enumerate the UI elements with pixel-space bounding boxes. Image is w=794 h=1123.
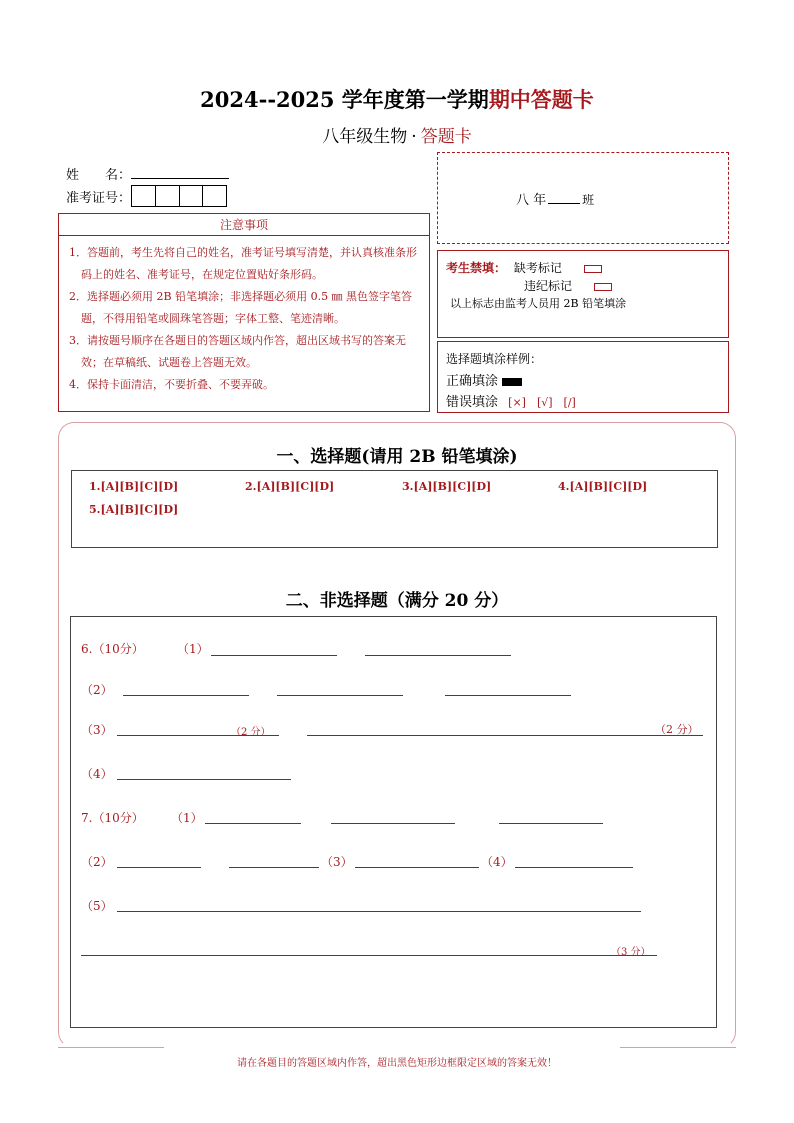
fill-correct-label: 正确填涂 bbox=[446, 374, 499, 389]
subtitle-main: 八年级生物 bbox=[322, 127, 408, 147]
answer-line[interactable] bbox=[445, 695, 571, 696]
section2-title: 二、非选择题（满分 20 分） bbox=[285, 591, 509, 611]
answer-line[interactable] bbox=[355, 867, 479, 868]
choice-box bbox=[71, 470, 718, 548]
ban-label: 考生禁填： bbox=[446, 261, 507, 275]
choice-q1[interactable]: 1.[A][B][C][D] bbox=[89, 480, 179, 493]
answer-line[interactable] bbox=[81, 955, 657, 956]
choice-q2[interactable]: 2.[A][B][C][D] bbox=[245, 480, 335, 493]
non-choice-box bbox=[70, 616, 717, 1028]
note-item: 1．答题前，考生先将自己的姓名，准考证号填写清楚，并认真核准条形码上的姓名、准考证号，在规定位置贴好条形码。 bbox=[69, 246, 417, 281]
answer-line[interactable] bbox=[515, 867, 633, 868]
answer-line[interactable] bbox=[117, 867, 201, 868]
answer-line[interactable] bbox=[117, 779, 291, 780]
answer-line[interactable] bbox=[205, 823, 301, 824]
section1-title: 一、选择题(请用 2B 铅笔填涂) bbox=[276, 447, 518, 467]
page-subtitle bbox=[0, 122, 794, 147]
note-item: 3．请按题号顺序在各题目的答题区域内作答，超出区域书写的答案无效；在草稿纸、试题卷上答题无效。 bbox=[69, 334, 406, 369]
note-item: 2．选择题必须用 2B 铅笔填涂；非选择题必须用 0.5 ㎜ 黑色签字笔答题，不得用铅笔或圆珠笔答题；字体工整、笔迹清晰。 bbox=[69, 290, 413, 325]
q6-3-label: （3） bbox=[81, 723, 113, 737]
note-item: 4．保持卡面清洁，不要折叠、不要弄破。 bbox=[69, 378, 274, 391]
class-number-field[interactable] bbox=[548, 190, 580, 204]
q6-2-label: （2） bbox=[81, 683, 113, 697]
footer-notice: 请在各题目的答题区域内作答，超出黑色矩形边框限定区域的答案无效！ bbox=[237, 1058, 557, 1069]
title-red: 期中答题卡 bbox=[488, 87, 594, 112]
class-suffix: 班 bbox=[582, 193, 595, 207]
fill-sample-box bbox=[437, 341, 729, 413]
filled-mark-sample bbox=[502, 378, 522, 386]
wrong-marks-sample: [×] [√] [/] bbox=[508, 396, 576, 409]
q7-2-label: （2） bbox=[81, 855, 113, 869]
subtitle-red: 答题卡 bbox=[420, 127, 472, 147]
fill-correct-row bbox=[446, 370, 522, 389]
class-box bbox=[437, 152, 729, 244]
answer-line[interactable] bbox=[499, 823, 603, 824]
class-line bbox=[516, 189, 594, 208]
q7-label: 7.（10分） bbox=[81, 811, 144, 825]
ban-violation-row bbox=[524, 277, 612, 294]
frame-bottom-left bbox=[58, 1047, 164, 1048]
ban-absent-row bbox=[446, 259, 602, 276]
q7-5-label: （5） bbox=[81, 899, 113, 913]
q6-3-score-b: （2 分） bbox=[655, 723, 699, 736]
answer-line[interactable] bbox=[365, 655, 511, 656]
answer-line[interactable] bbox=[211, 655, 337, 656]
answer-line[interactable] bbox=[331, 823, 455, 824]
notes-body bbox=[59, 236, 429, 396]
q7-1-label: （1） bbox=[171, 811, 203, 825]
subtitle-dot: · bbox=[411, 127, 417, 147]
q6-4-label: （4） bbox=[81, 767, 113, 781]
choice-q3[interactable]: 3.[A][B][C][D] bbox=[402, 480, 492, 493]
id-row bbox=[66, 185, 227, 207]
answer-line[interactable] bbox=[307, 735, 703, 736]
q6-1-label: （1） bbox=[177, 642, 209, 656]
ban-box bbox=[437, 250, 729, 338]
fill-wrong-label: 错误填涂 bbox=[446, 395, 499, 410]
answer-line[interactable] bbox=[117, 911, 641, 912]
answer-line[interactable] bbox=[229, 867, 319, 868]
id-number-boxes[interactable] bbox=[131, 185, 227, 207]
id-label: 准考证号： bbox=[66, 190, 132, 206]
violation-mark-box[interactable] bbox=[594, 283, 612, 291]
q7-4-label: （4） bbox=[481, 855, 513, 869]
class-prefix: 八 年 bbox=[516, 193, 547, 208]
answer-line[interactable] bbox=[277, 695, 403, 696]
q7-5-score: （3 分） bbox=[611, 947, 651, 958]
fill-sample-title: 选择题填涂样例： bbox=[446, 352, 543, 366]
q7-3-label: （3） bbox=[321, 855, 353, 869]
choice-q5[interactable]: 5.[A][B][C][D] bbox=[89, 503, 179, 516]
name-label: 姓 名： bbox=[66, 168, 132, 183]
name-field[interactable] bbox=[131, 165, 229, 179]
page-title bbox=[0, 84, 794, 114]
notes-box bbox=[58, 213, 430, 412]
fill-wrong-row bbox=[446, 391, 576, 410]
q6-label: 6.（10分） bbox=[81, 642, 144, 656]
violation-label: 违纪标记 bbox=[524, 279, 573, 293]
choice-q4[interactable]: 4.[A][B][C][D] bbox=[558, 480, 648, 493]
notes-heading: 注意事项 bbox=[59, 214, 429, 236]
frame-bottom-right bbox=[620, 1047, 736, 1048]
answer-line[interactable] bbox=[123, 695, 249, 696]
title-main: 2024--2025 学年度第一学期 bbox=[200, 87, 489, 112]
name-row bbox=[66, 164, 229, 183]
absent-label: 缺考标记 bbox=[513, 261, 562, 275]
ban-note: 以上标志由监考人员用 2B 铅笔填涂 bbox=[450, 297, 627, 310]
q6-3-score-a: （2 分） bbox=[231, 727, 271, 738]
absent-mark-box[interactable] bbox=[584, 265, 602, 273]
